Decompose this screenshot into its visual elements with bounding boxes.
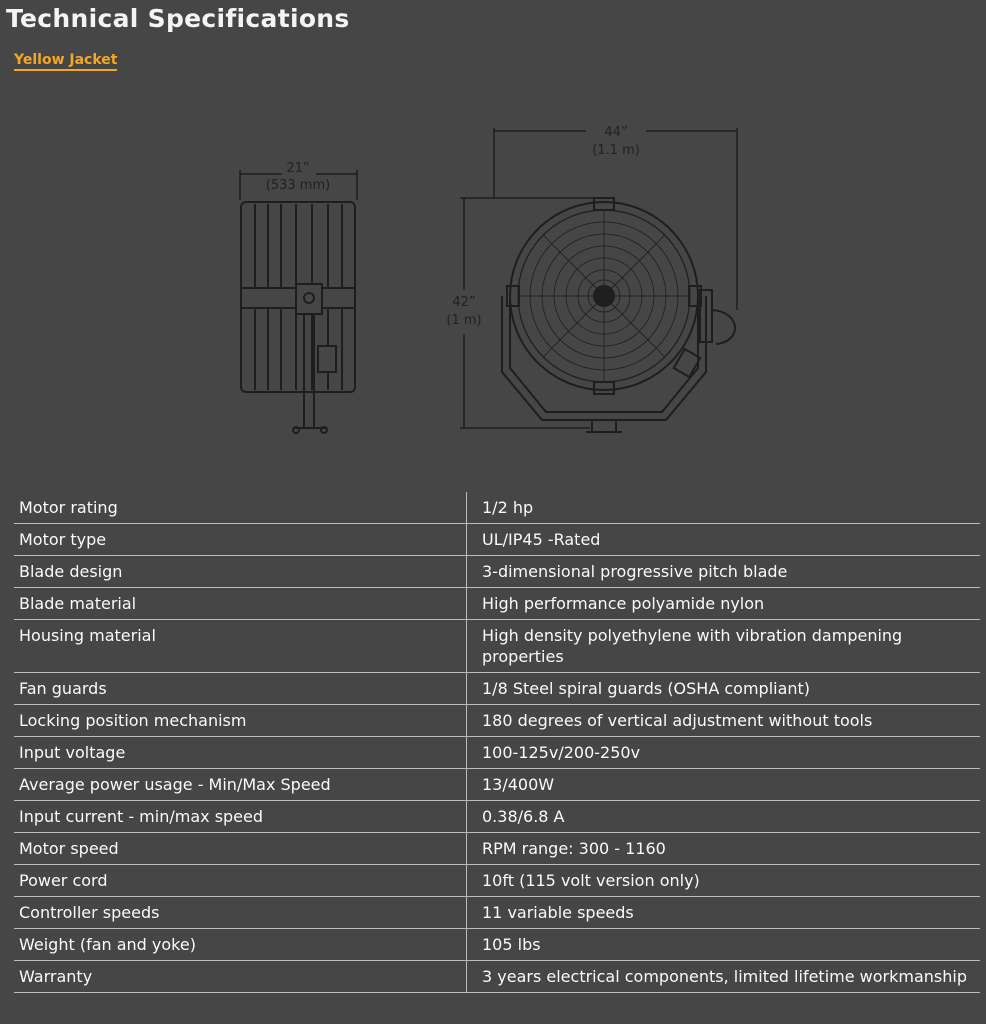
table-row	[14, 492, 980, 524]
spec-value: 1/8 Steel spiral guards (OSHA compliant)	[467, 673, 981, 705]
side-width-label: 21”	[286, 161, 310, 176]
spec-label: Housing material	[14, 620, 467, 673]
spec-label: Blade design	[14, 556, 467, 588]
table-row	[14, 833, 980, 865]
spec-label: Controller speeds	[14, 897, 467, 929]
front-width-dimension	[494, 125, 737, 310]
table-row	[14, 524, 980, 556]
table-row	[14, 897, 980, 929]
table-row	[14, 929, 980, 961]
spec-value: RPM range: 300 - 1160	[467, 833, 981, 865]
spec-label: Input voltage	[14, 737, 467, 769]
spec-value: UL/IP45 -Rated	[467, 524, 981, 556]
spec-label: Locking position mechanism	[14, 705, 467, 737]
spec-value: High density polyethylene with vibration dampening properties	[467, 620, 981, 673]
front-width-metric-label: (1.1 m)	[592, 143, 640, 158]
spec-value: 10ft (115 volt version only)	[467, 865, 981, 897]
table-row	[14, 588, 980, 620]
table-row	[14, 620, 980, 673]
front-height-label: 42”	[452, 295, 476, 310]
table-row	[14, 961, 980, 993]
specifications-table	[14, 492, 980, 993]
spec-value: High performance polyamide nylon	[467, 588, 981, 620]
fan-side-view	[241, 202, 355, 433]
spec-value: 180 degrees of vertical adjustment without tools	[467, 705, 981, 737]
table-row	[14, 737, 980, 769]
spec-value: 11 variable speeds	[467, 897, 981, 929]
table-row	[14, 705, 980, 737]
side-width-dimension	[240, 161, 357, 200]
spec-value: 1/2 hp	[467, 492, 981, 524]
spec-label: Motor speed	[14, 833, 467, 865]
side-width-metric-label: (533 mm)	[265, 178, 331, 193]
spec-label: Motor type	[14, 524, 467, 556]
front-height-dimension	[446, 198, 600, 428]
spec-label: Input current - min/max speed	[14, 801, 467, 833]
spec-value: 100-125v/200-250v	[467, 737, 981, 769]
front-height-metric-label: (1 m)	[446, 313, 482, 328]
spec-label: Weight (fan and yoke)	[14, 929, 467, 961]
spec-label: Power cord	[14, 865, 467, 897]
table-row	[14, 865, 980, 897]
spec-value: 13/400W	[467, 769, 981, 801]
page-title: Technical Specifications	[6, 4, 350, 33]
spec-label: Average power usage - Min/Max Speed	[14, 769, 467, 801]
table-row	[14, 769, 980, 801]
spec-label: Fan guards	[14, 673, 467, 705]
front-width-label: 44”	[604, 125, 628, 140]
fan-dimension-drawing	[0, 120, 986, 450]
spec-value: 105 lbs	[467, 929, 981, 961]
spec-value: 3 years electrical components, limited lifetime workmanship	[467, 961, 981, 993]
spec-label: Blade material	[14, 588, 467, 620]
table-row	[14, 556, 980, 588]
spec-label: Motor rating	[14, 492, 467, 524]
table-row	[14, 801, 980, 833]
spec-label: Warranty	[14, 961, 467, 993]
table-row	[14, 673, 980, 705]
spec-value: 3-dimensional progressive pitch blade	[467, 556, 981, 588]
spec-value: 0.38/6.8 A	[467, 801, 981, 833]
fan-front-view	[502, 198, 735, 432]
yellow-jacket-link[interactable]: Yellow Jacket	[14, 52, 117, 71]
